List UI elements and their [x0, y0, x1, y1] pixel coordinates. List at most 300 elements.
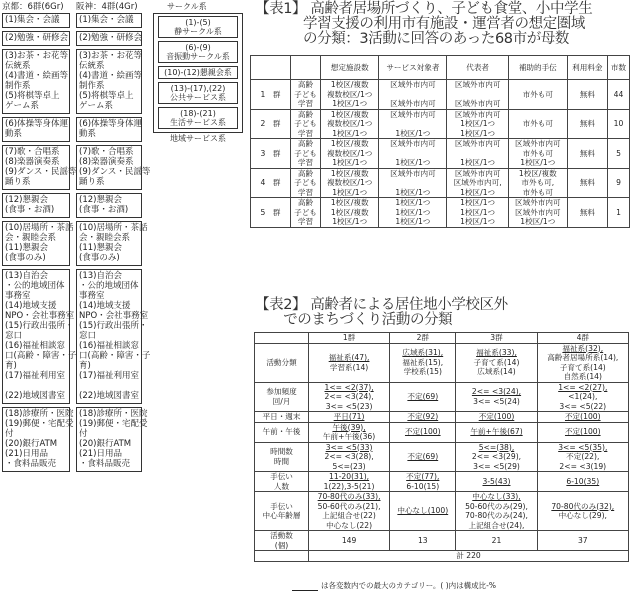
cell-line: 不定(100)	[564, 427, 601, 437]
kyoto-group-column	[2, 2, 77, 475]
circle-category-item: 静サークル系	[174, 27, 222, 36]
label-line: 手伝い	[270, 472, 293, 481]
table2-cell	[456, 343, 537, 382]
table2-header-cell: 3群	[456, 333, 537, 344]
cell-line: 区域外市内可	[454, 139, 501, 148]
total-cell: 計 220	[309, 551, 629, 562]
cell-line: 複数校区/1つ	[327, 89, 373, 99]
cell-line: 広域系(14)	[477, 367, 516, 377]
cell-line: 不定(100)	[478, 412, 515, 421]
cell-line: 13	[417, 535, 428, 545]
cell-line: 福祉系(15),	[402, 357, 444, 367]
table1-cell	[291, 198, 321, 228]
table1-cell	[291, 109, 321, 139]
cell-line: 1校区/1つ	[460, 207, 496, 217]
group-rank: 5 群	[251, 198, 291, 228]
table2-cell	[309, 412, 390, 423]
cell-line: 市外も可	[522, 148, 553, 158]
cell-line: 1校区/1つ	[460, 128, 496, 138]
category-item: 事務室	[79, 291, 105, 301]
cell-line: 子ども	[294, 178, 317, 187]
table2-cell	[390, 343, 456, 382]
category-item: (17)福祉利用室	[79, 371, 139, 381]
category-item: (13)自治会	[79, 271, 122, 281]
table1-header-cell: 市数	[607, 56, 629, 80]
cell-line	[380, 149, 445, 159]
cell-line: 6-10(15)	[406, 481, 440, 491]
category-item: (22)地域図書室	[5, 391, 65, 401]
table1-row	[251, 139, 630, 169]
cell-line: 区域外市内可	[454, 99, 501, 108]
cell-line	[448, 149, 507, 159]
cell-line: 中心なし(29),	[558, 511, 607, 520]
cell-line: 午前+午後(67)	[470, 427, 523, 437]
table2-cell	[537, 531, 628, 551]
category-item: (9)ダンス・民謡等	[5, 167, 77, 177]
cell-line: 3<= <5(22)	[559, 401, 607, 411]
cell-line: 高齢	[297, 139, 314, 148]
circle-category-item: (13)-(17),(22)	[170, 84, 226, 93]
table2-cell	[537, 343, 628, 382]
cell-line: 学校系(15)	[403, 367, 442, 377]
cell-line: 50-60代のみ(21),	[317, 501, 381, 511]
cell-line	[380, 90, 445, 100]
category-item: (1)集会・会議	[5, 15, 60, 25]
table1-cell	[508, 139, 567, 169]
category-item: (11)懇親会	[79, 243, 122, 253]
total-label-cell	[255, 551, 309, 562]
table2-header-cell: 2群	[390, 333, 456, 344]
category-item	[5, 381, 67, 391]
footnote-text: は各変数内での最大のカテゴリー。( )内は構成比-%	[321, 581, 496, 590]
table1-cell	[379, 109, 447, 139]
table2-cell	[390, 472, 456, 492]
cell-line: 2<= <3(19)	[559, 461, 607, 471]
table2-cell	[309, 492, 390, 531]
table1-cell	[379, 80, 447, 110]
cell-line: 1校区/複数	[330, 168, 369, 178]
table2-cell	[456, 492, 537, 531]
category-item	[79, 381, 139, 391]
category-item: (14)地域支援	[5, 301, 57, 311]
fee-cell: 無料	[567, 109, 607, 139]
category-item: (19)郵便・宅配受	[79, 419, 148, 429]
category-item: ・食料品販売	[5, 459, 57, 469]
category-item: (10)居場所・茶話	[5, 223, 74, 233]
category-item: ・食料品販売	[79, 459, 131, 469]
table1-cell	[291, 168, 321, 198]
cell-line: 不定(77),	[406, 472, 440, 481]
category-item: ・公的地域団体	[5, 281, 65, 291]
table1-cell	[291, 139, 321, 169]
cell-line: 学習	[297, 187, 314, 197]
category-item: (5)将棋等卓上	[5, 91, 60, 101]
circle-category-box	[158, 82, 238, 104]
category-box	[2, 145, 77, 190]
circle-category-item: (18)-(21)	[180, 109, 216, 118]
category-box	[2, 49, 70, 114]
table2-cell	[456, 472, 537, 492]
cell-line	[510, 129, 566, 139]
cell-line: 1校区/1つ	[332, 128, 368, 138]
table2-row	[255, 472, 629, 492]
label-line: 中心年齢層	[262, 511, 301, 520]
fee-cell: 無料	[567, 139, 607, 169]
cell-line: 不定(92)	[407, 412, 439, 421]
cell-line: 区域外市内可	[390, 109, 436, 119]
cell-line: 21	[491, 535, 502, 545]
cell-line: 1校区/複数	[518, 168, 557, 178]
cell-line: 1校区/1つ	[332, 158, 368, 167]
category-item: 会・親睦会系	[79, 233, 131, 243]
table2-cell	[309, 472, 390, 492]
table2-cell	[309, 531, 390, 551]
cell-line: 1校区/1つ	[395, 158, 431, 167]
cell-line: 3-5(43)	[482, 476, 511, 486]
table2-cell	[309, 382, 390, 412]
category-item: 育)	[5, 361, 17, 371]
table1-cell	[447, 109, 509, 139]
table2-cell	[390, 382, 456, 412]
category-item: (1)集会・会議	[79, 15, 134, 25]
category-item: 事務室	[5, 291, 31, 301]
cell-line: 1校区/1つ	[395, 128, 431, 138]
cell-line	[510, 110, 566, 120]
category-item: (8)楽器演奏系	[79, 157, 134, 167]
cell-line	[510, 99, 566, 109]
table2-row	[255, 412, 629, 423]
cell-line: 2<= <3(24),	[324, 392, 374, 401]
cell-line: 区域外市内可	[390, 168, 436, 178]
category-item: (3)お茶・お花等	[79, 51, 143, 61]
category-item: (10)居場所・茶話	[79, 223, 148, 233]
category-item: ゲーム系	[79, 101, 114, 111]
table1-header-cell: 想定施設数	[321, 56, 379, 80]
table1-row	[251, 168, 630, 198]
cell-line: 区域外市内可,	[453, 178, 502, 187]
table2-cell	[390, 531, 456, 551]
table2-header-cell: 1群	[309, 333, 390, 344]
cell-line: 複数校区/1つ	[327, 178, 373, 187]
category-item: (4)書道・絵画等	[5, 71, 69, 81]
cell-line: 学習	[297, 99, 314, 108]
table2-row	[255, 531, 629, 551]
table1-cell	[508, 80, 567, 110]
cell-line: <1(24),	[568, 392, 598, 401]
category-item: 伝統系	[5, 61, 31, 71]
cell-line: 1校区/1つ	[460, 217, 496, 226]
cell-line: 区域外市内可	[390, 80, 436, 89]
table1-cell	[447, 198, 509, 228]
circle-outer-box	[153, 13, 243, 133]
cell-line: 子育て系(14)	[473, 357, 520, 367]
table1-cell	[321, 80, 379, 110]
label-line: 活動数	[270, 531, 293, 540]
category-item: (16)福祉相談窓	[79, 341, 139, 351]
label-line: 時間数	[270, 447, 293, 457]
category-item: (7)歌・合唱系	[5, 147, 60, 157]
category-item: 動系	[5, 129, 23, 139]
cell-line: 不定(69)	[407, 452, 439, 461]
fee-cell: 無料	[567, 198, 607, 228]
cell-line: 区域外市内可	[515, 207, 561, 217]
category-item: 口(高齢・障害・子	[5, 351, 77, 361]
category-item: 制作系	[79, 81, 105, 91]
category-box	[76, 13, 142, 28]
circle-header: サークル系	[167, 2, 207, 11]
category-item: (20)銀行ATM	[5, 439, 58, 449]
category-item: (4)書道・絵画等	[79, 71, 143, 81]
cell-line: 2<= <3(24),	[471, 387, 522, 397]
kyoto-header: 京都：6群(6Gr)	[2, 2, 64, 12]
table2-cell	[456, 412, 537, 423]
cell-line: 福祉系(32),	[562, 343, 604, 353]
table1-header-cell: 代表者	[447, 56, 509, 80]
circle-category-item: 生活サービス系	[170, 118, 226, 127]
cell-line: 1校区/複数	[330, 109, 369, 119]
category-box	[2, 193, 70, 218]
table1-header-cell	[251, 56, 291, 80]
table2-cell	[390, 422, 456, 442]
table2-cell	[456, 422, 537, 442]
table1-row	[251, 198, 630, 228]
category-item: 制作系	[5, 81, 31, 91]
table2-cell	[537, 442, 628, 472]
cell-line: 子ども	[294, 89, 317, 99]
cell-line: 区域外市内可	[515, 139, 561, 148]
city-count-cell: 9	[607, 168, 629, 198]
cell-line: 高齢	[297, 168, 314, 178]
label-line: 午前・午後	[262, 427, 301, 437]
cell-line: 1校区/複数	[330, 198, 369, 207]
table1-cell	[291, 80, 321, 110]
cell-line: 5<=(23)	[332, 461, 366, 471]
cell-line	[510, 80, 566, 90]
table2-title	[255, 298, 632, 328]
table1-cell	[379, 139, 447, 169]
table2-total-row	[255, 551, 629, 562]
cell-line: 3<= <5(23)	[325, 401, 373, 411]
table2-cell	[537, 382, 628, 412]
cell-line: 複数校区/1つ	[327, 119, 373, 128]
fee-cell: 無料	[567, 168, 607, 198]
table2-cell	[537, 492, 628, 531]
cell-line: 1校区/1つ	[395, 217, 431, 226]
label-line: 活動分類	[266, 357, 297, 367]
cell-line: 区域外市内可	[515, 198, 561, 207]
category-item: 動系	[79, 129, 97, 139]
cell-line: 1<= <2(27),	[558, 382, 608, 392]
table2-cell	[309, 343, 390, 382]
label-line: 人数	[273, 481, 290, 491]
table1-cell	[379, 198, 447, 228]
category-item: (食事のみ)	[5, 253, 46, 263]
cell-line: 3<= <5(35),	[558, 442, 608, 452]
cell-line: 1校区/複数	[330, 207, 369, 217]
category-item: 窓口	[5, 331, 23, 341]
row-label	[255, 492, 309, 531]
cell-line: 区域外市内可	[390, 139, 436, 148]
cell-line: 1校区/1つ	[395, 187, 431, 197]
category-item: NPO・会社事務室	[5, 311, 75, 321]
category-item: (17)福祉利用室	[5, 371, 65, 381]
label-line: 手伝い	[270, 501, 293, 511]
table2-cell	[537, 422, 628, 442]
cell-line: 子ども	[294, 148, 317, 158]
category-item: 付	[5, 429, 14, 439]
cell-line: 福祉系(47),	[328, 353, 370, 362]
category-item: (8)楽器演奏系	[5, 157, 60, 167]
cell-line: 広域系(31),	[402, 348, 444, 358]
label-line: 平日・週末	[262, 412, 301, 421]
category-box	[2, 117, 70, 142]
table2-cell	[456, 442, 537, 472]
table1-title-line: 【表1】 高齢者居場所づくり、子ども食堂、小中学生	[255, 1, 593, 17]
table2-cell	[537, 412, 628, 423]
table2-title-line: でのまちづくり活動の分類	[255, 312, 453, 328]
category-item: ゲーム系	[5, 101, 40, 111]
fee-cell: 無料	[567, 80, 607, 110]
cell-line: 1校区/1つ	[395, 198, 431, 207]
category-item: (21)日用品	[79, 449, 122, 459]
category-item: (13)自治会	[5, 271, 48, 281]
table2-cell	[537, 472, 628, 492]
cell-line: 149	[341, 535, 357, 545]
category-item: (18)診療所・医院	[79, 409, 148, 419]
category-box	[76, 221, 148, 266]
table1-cell	[447, 80, 509, 110]
cell-line: 高齢	[297, 198, 314, 207]
table1-header-cell: 補助的手伝	[508, 56, 567, 80]
cell-line: 子ども	[294, 207, 317, 217]
cell-line: 6-10(35)	[566, 476, 600, 486]
category-box	[76, 269, 151, 404]
cell-line: 不定(69)	[407, 392, 439, 401]
category-box	[76, 193, 142, 218]
cell-line: 70-80代のみ(24),	[465, 511, 528, 520]
city-count-cell: 5	[607, 139, 629, 169]
cell-line: 5<=(38),	[478, 442, 515, 452]
cell-line: 区域外市内可	[454, 80, 501, 89]
table1-cell	[508, 168, 567, 198]
cell-line: 自然系(14)	[563, 372, 602, 381]
table1-cell	[321, 168, 379, 198]
table1-cell	[447, 139, 509, 169]
group-rank: 1 群	[251, 80, 291, 110]
cell-line: 中心なし(22)	[326, 520, 373, 530]
category-item: 窓口	[79, 331, 97, 341]
cell-line: 上記組合せ(24),	[468, 520, 525, 530]
category-box	[2, 407, 74, 472]
table1-title-line: の分類：3活動に回答のあった68市が母数	[303, 31, 570, 47]
category-box	[2, 269, 77, 404]
group-rank: 4 群	[251, 168, 291, 198]
cell-line: 不定(100)	[564, 412, 601, 421]
category-item: (22)地域図書室	[79, 391, 139, 401]
category-item: (食事・お酒)	[79, 205, 129, 215]
category-item: (19)郵便・宅配受	[5, 419, 74, 429]
row-label	[255, 422, 309, 442]
cell-line: 70-80代のみ(33),	[317, 492, 381, 501]
cell-line: 37	[577, 535, 588, 545]
category-item: 付	[79, 429, 88, 439]
cell-line: 1校区/1つ	[332, 187, 368, 197]
cell-line: 市外も可,	[521, 178, 555, 187]
group-rank: 2 群	[251, 109, 291, 139]
table1-title	[255, 2, 632, 47]
cell-line: 学習	[297, 128, 314, 138]
cell-line: 不定(100)	[404, 427, 441, 437]
table2	[254, 332, 629, 562]
city-count-cell: 1	[607, 198, 629, 228]
cell-line: 複数校区/1つ	[327, 148, 373, 158]
cell-line: 学習	[297, 217, 314, 226]
hanshin-header: 阪神：4群(4Gr)	[76, 2, 138, 12]
circle-category-item: (1)-(5)	[185, 18, 211, 27]
cell-line: 福祉系(33),	[476, 348, 517, 358]
category-item: 育)	[79, 361, 91, 371]
table1-header-cell	[291, 56, 321, 80]
label-line: (個)	[274, 540, 289, 550]
cell-line: 中心なし(100)	[397, 506, 449, 516]
cell-line: 1校区/1つ	[332, 99, 368, 108]
cell-line: 市外も可	[522, 119, 553, 128]
cell-line: 上記組合せ(22)	[322, 511, 376, 520]
table2-cell	[390, 442, 456, 472]
hanshin-group-column	[76, 2, 151, 475]
table1-cell	[508, 198, 567, 228]
cell-line: 1校区/複数	[330, 139, 369, 148]
category-item: (15)行政出張所・	[79, 321, 148, 331]
table2-cell	[456, 382, 537, 412]
category-box	[76, 49, 142, 114]
category-item: 会・親睦会系	[5, 233, 57, 243]
circle-category-box	[158, 16, 238, 38]
cell-line: 市外も可	[522, 187, 553, 197]
table2-row	[255, 442, 629, 472]
circle-category-item: (10)-(12)懇親会系	[164, 68, 232, 77]
circle-category-box	[158, 41, 238, 63]
cell-line: 高齢	[297, 109, 314, 119]
category-box	[76, 31, 142, 46]
category-item: 踊り系	[79, 177, 105, 187]
cell-line: 3<= <5(24)	[473, 396, 520, 406]
cell-line: 平日(71)	[333, 412, 365, 421]
category-item: (12)懇親会	[5, 195, 48, 205]
table2-cell	[390, 492, 456, 531]
table1-header-cell: サービス対象者	[379, 56, 447, 80]
cell-line: 50-60代のみ(29),	[465, 501, 528, 511]
cell-line: 3<= <5(29)	[473, 461, 520, 471]
category-item: (20)銀行ATM	[79, 439, 132, 449]
cell-line: 1校区/1つ	[395, 207, 431, 217]
cell-line: 子育て系(14)	[559, 362, 606, 372]
table1-cell	[508, 109, 567, 139]
category-item: (2)勉強・研修会	[79, 33, 143, 43]
table2-row	[255, 422, 629, 442]
category-box	[76, 117, 142, 142]
city-count-cell: 44	[607, 80, 629, 110]
cell-line: 1校区/1つ	[460, 198, 496, 207]
table2-header-cell: 4群	[537, 333, 628, 344]
cell-line	[448, 90, 507, 100]
category-item: (5)将棋等卓上	[79, 91, 134, 101]
category-box	[2, 31, 70, 46]
row-label	[255, 442, 309, 472]
table1-header-cell: 利用料金	[567, 56, 607, 80]
circle-category-box	[158, 107, 238, 129]
row-label	[255, 382, 309, 412]
